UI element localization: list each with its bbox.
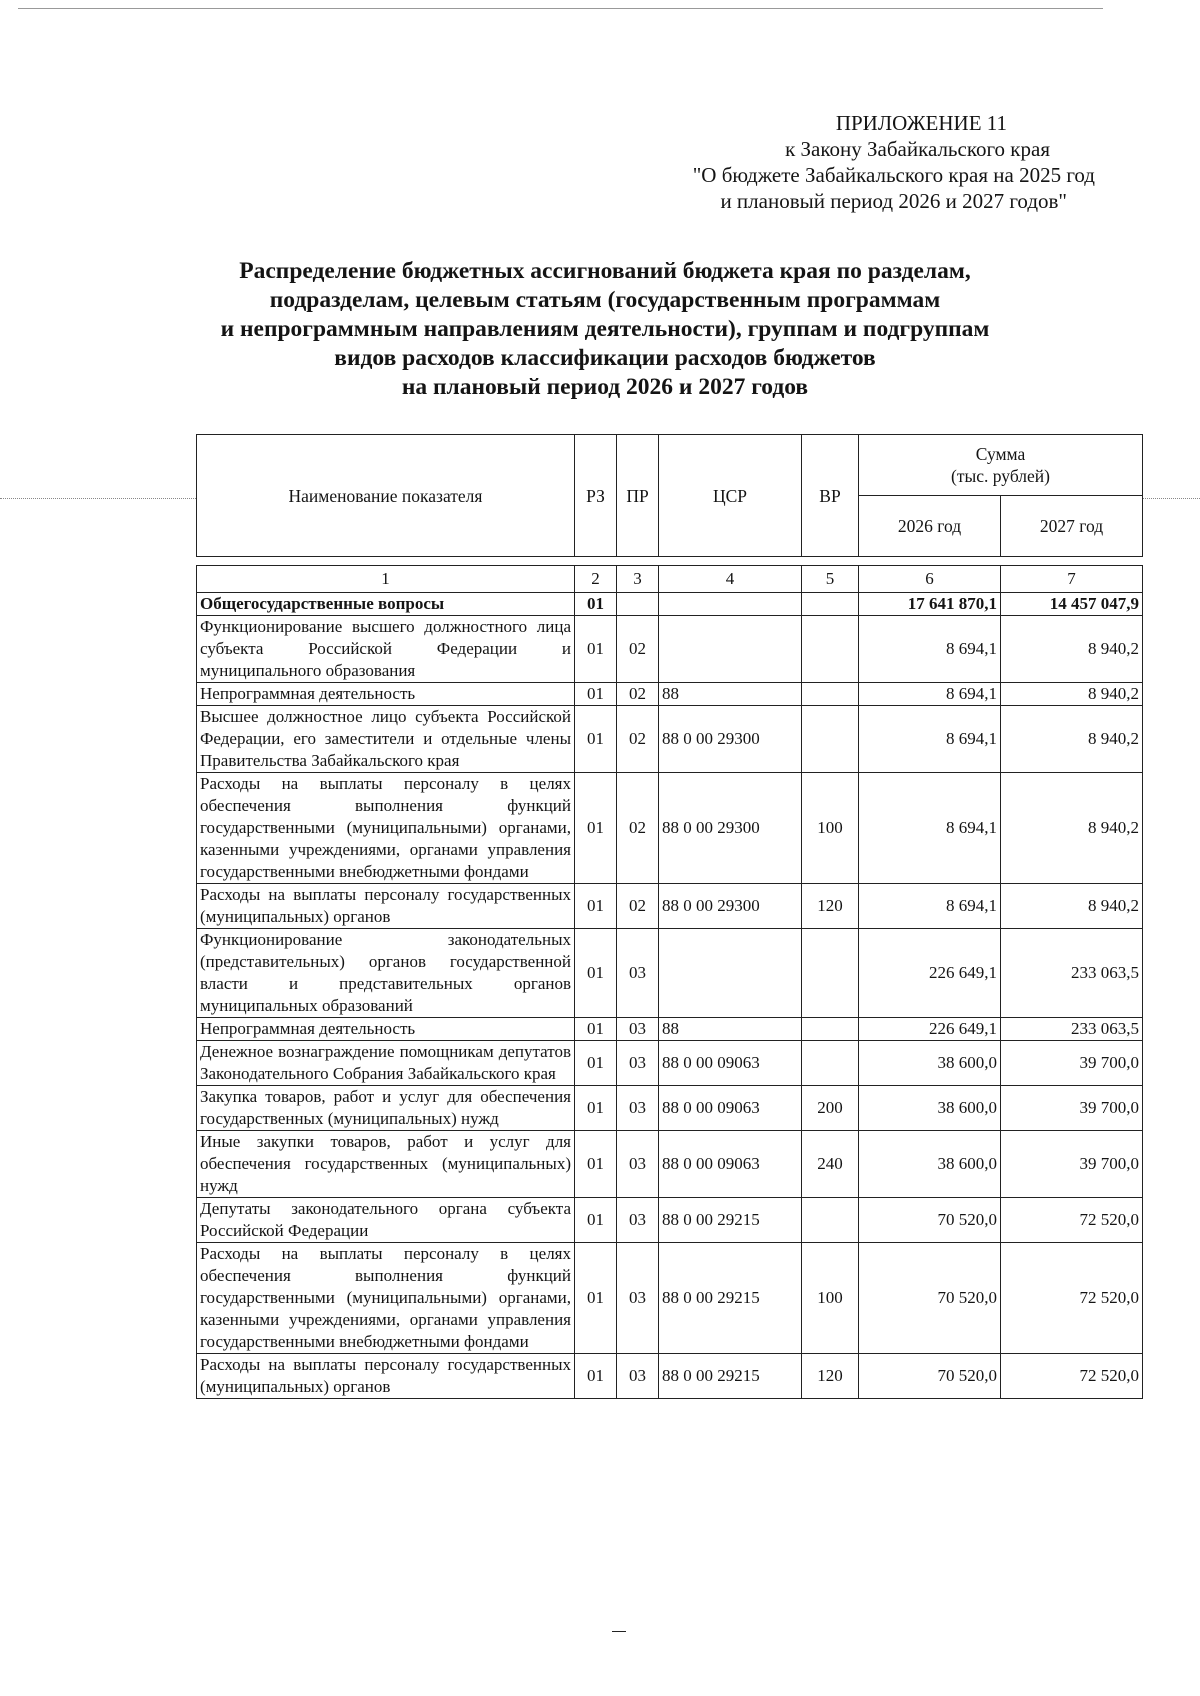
- row-vr: [802, 929, 859, 1018]
- row-amount-2026: 8 694,1: [859, 884, 1001, 929]
- column-index: 1: [197, 566, 575, 593]
- row-vr: 100: [802, 1243, 859, 1354]
- row-amount-2027: 8 940,2: [1001, 706, 1143, 773]
- row-amount-2027: 233 063,5: [1001, 929, 1143, 1018]
- header-pr: ПР: [617, 435, 659, 557]
- table-row: [197, 929, 1143, 1018]
- row-vr: 240: [802, 1131, 859, 1198]
- row-amount-2027: 72 520,0: [1001, 1243, 1143, 1354]
- row-pr: 03: [617, 1243, 659, 1354]
- column-index: 3: [617, 566, 659, 593]
- row-rz: 01: [575, 1131, 617, 1198]
- budget-table: [196, 434, 1143, 1399]
- row-vr: [802, 1018, 859, 1041]
- row-rz: 01: [575, 773, 617, 884]
- row-name: Высшее должностное лицо субъекта Российской Федерации, его заместители и отдельные члены Правительства Забайкальского края: [197, 706, 575, 773]
- row-name: Иные закупки товаров, работ и услуг для обеспечения государственных (муниципальных) нужд: [197, 1131, 575, 1198]
- page-border-top: [18, 8, 1103, 9]
- row-pr: 03: [617, 1041, 659, 1086]
- row-csr: [659, 929, 802, 1018]
- row-amount-2027: 8 940,2: [1001, 683, 1143, 706]
- row-amount-2026: 8 694,1: [859, 616, 1001, 683]
- table-row: [197, 1131, 1143, 1198]
- row-rz: 01: [575, 929, 617, 1018]
- row-rz: 01: [575, 706, 617, 773]
- table-row: [197, 1198, 1143, 1243]
- row-amount-2027: 233 063,5: [1001, 1018, 1143, 1041]
- header-csr: ЦСР: [659, 435, 802, 557]
- appendix-block: [693, 110, 1095, 214]
- row-name: Расходы на выплаты персоналу государственных (муниципальных) органов: [197, 1354, 575, 1399]
- title-line-3: и непрограммным направлениям деятельности), группам и подгруппам: [220, 316, 990, 342]
- table-row: [197, 593, 1143, 616]
- row-pr: [617, 593, 659, 616]
- row-rz: 01: [575, 1041, 617, 1086]
- row-name: Функционирование высшего должностного лица субъекта Российской Федерации и муниципального образования: [197, 616, 575, 683]
- row-name: Непрограммная деятельность: [197, 683, 575, 706]
- row-amount-2027: 8 940,2: [1001, 616, 1143, 683]
- row-name: Расходы на выплаты персоналу государственных (муниципальных) органов: [197, 884, 575, 929]
- row-amount-2027: 39 700,0: [1001, 1041, 1143, 1086]
- appendix-line-2: "О бюджете Забайкальского края на 2025 год: [692, 163, 1095, 187]
- row-amount-2026: 38 600,0: [859, 1131, 1001, 1198]
- row-rz: 01: [575, 683, 617, 706]
- row-rz: 01: [575, 1086, 617, 1131]
- row-rz: 01: [575, 593, 617, 616]
- row-name: Денежное вознаграждение помощникам депутатов Законодательного Собрания Забайкальского края: [197, 1041, 575, 1086]
- column-index-row: [197, 566, 1143, 593]
- row-name: Расходы на выплаты персоналу в целях обеспечения выполнения функций государственными (муниципальными) органами, казенными учреждениями, органами управления государственными внебюджетными фондами: [197, 1243, 575, 1354]
- row-amount-2026: 8 694,1: [859, 773, 1001, 884]
- row-amount-2027: 8 940,2: [1001, 884, 1143, 929]
- header-sum-unit: (тыс. рублей): [951, 466, 1050, 486]
- table-row: [197, 616, 1143, 683]
- header-sum: [859, 435, 1143, 496]
- row-name: Общегосударственные вопросы: [197, 593, 575, 616]
- row-csr: 88 0 00 29300: [659, 773, 802, 884]
- row-csr: 88 0 00 09063: [659, 1041, 802, 1086]
- row-amount-2027: 72 520,0: [1001, 1354, 1143, 1399]
- row-csr: [659, 593, 802, 616]
- table-row: [197, 1086, 1143, 1131]
- appendix-line-1: к Закону Забайкальского края: [785, 137, 1050, 161]
- row-pr: 02: [617, 683, 659, 706]
- row-pr: 02: [617, 616, 659, 683]
- header-vr: ВР: [802, 435, 859, 557]
- row-csr: 88 0 00 29215: [659, 1354, 802, 1399]
- column-index: 2: [575, 566, 617, 593]
- row-amount-2026: 70 520,0: [859, 1354, 1001, 1399]
- header-year-2026: 2026 год: [859, 496, 1001, 557]
- header-sum-label: Сумма: [975, 444, 1026, 464]
- row-csr: 88 0 00 29300: [659, 884, 802, 929]
- appendix-line-3: и плановый период 2026 и 2027 годов": [720, 189, 1067, 213]
- row-vr: [802, 1041, 859, 1086]
- table-header-row: [197, 435, 1143, 496]
- table-row: [197, 773, 1143, 884]
- row-amount-2026: 8 694,1: [859, 683, 1001, 706]
- header-name: Наименование показателя: [197, 435, 575, 557]
- row-csr: 88: [659, 683, 802, 706]
- table-row: [197, 1018, 1143, 1041]
- row-csr: [659, 616, 802, 683]
- row-rz: 01: [575, 1018, 617, 1041]
- row-vr: [802, 706, 859, 773]
- margin-rule-right: [1142, 498, 1200, 499]
- row-amount-2026: 226 649,1: [859, 929, 1001, 1018]
- document-title: [200, 257, 1010, 402]
- row-name: Депутаты законодательного органа субъекта Российской Федерации: [197, 1198, 575, 1243]
- row-pr: 03: [617, 1018, 659, 1041]
- row-amount-2027: 39 700,0: [1001, 1131, 1143, 1198]
- table-row: [197, 884, 1143, 929]
- row-amount-2026: 226 649,1: [859, 1018, 1001, 1041]
- table-row: [197, 1041, 1143, 1086]
- table-row: [197, 683, 1143, 706]
- row-pr: 02: [617, 773, 659, 884]
- row-vr: 200: [802, 1086, 859, 1131]
- row-amount-2027: 14 457 047,9: [1001, 593, 1143, 616]
- row-name: Функционирование законодательных (представительных) органов государственной власти и представительных органов муниципальных образований: [197, 929, 575, 1018]
- header-rz: РЗ: [575, 435, 617, 557]
- table-row: [197, 1354, 1143, 1399]
- row-amount-2026: 17 641 870,1: [859, 593, 1001, 616]
- row-csr: 88 0 00 29215: [659, 1243, 802, 1354]
- row-pr: 03: [617, 1086, 659, 1131]
- row-csr: 88 0 00 09063: [659, 1131, 802, 1198]
- row-vr: [802, 616, 859, 683]
- header-year-2027: 2027 год: [1001, 496, 1143, 557]
- row-amount-2027: 72 520,0: [1001, 1198, 1143, 1243]
- row-rz: 01: [575, 1243, 617, 1354]
- header-spacer: [197, 557, 1143, 566]
- row-amount-2027: 39 700,0: [1001, 1086, 1143, 1131]
- row-csr: 88: [659, 1018, 802, 1041]
- row-pr: 02: [617, 706, 659, 773]
- row-csr: 88 0 00 29215: [659, 1198, 802, 1243]
- row-csr: 88 0 00 29300: [659, 706, 802, 773]
- row-amount-2026: 38 600,0: [859, 1086, 1001, 1131]
- row-pr: 03: [617, 1131, 659, 1198]
- row-pr: 03: [617, 1354, 659, 1399]
- row-vr: [802, 593, 859, 616]
- appendix-heading: ПРИЛОЖЕНИЕ 11: [835, 111, 1007, 135]
- row-amount-2026: 70 520,0: [859, 1198, 1001, 1243]
- row-rz: 01: [575, 884, 617, 929]
- row-vr: 120: [802, 884, 859, 929]
- title-line-5: на плановый период 2026 и 2027 годов: [401, 374, 809, 400]
- column-index: 5: [802, 566, 859, 593]
- row-rz: 01: [575, 1354, 617, 1399]
- margin-rule-left: [0, 498, 196, 499]
- column-index: 7: [1001, 566, 1143, 593]
- row-name: Непрограммная деятельность: [197, 1018, 575, 1041]
- row-rz: 01: [575, 616, 617, 683]
- row-pr: 02: [617, 884, 659, 929]
- row-amount-2026: 38 600,0: [859, 1041, 1001, 1086]
- row-vr: 120: [802, 1354, 859, 1399]
- column-index: 4: [659, 566, 802, 593]
- row-rz: 01: [575, 1198, 617, 1243]
- title-line-2: подразделам, целевым статьям (государственным программам: [269, 287, 941, 313]
- row-pr: 03: [617, 1198, 659, 1243]
- row-vr: [802, 1198, 859, 1243]
- title-line-1: Распределение бюджетных ассигнований бюджета края по разделам,: [239, 258, 971, 284]
- row-vr: [802, 683, 859, 706]
- row-csr: 88 0 00 09063: [659, 1086, 802, 1131]
- page-dash: [612, 1631, 626, 1632]
- row-name: Закупка товаров, работ и услуг для обеспечения государственных (муниципальных) нужд: [197, 1086, 575, 1131]
- column-index: 6: [859, 566, 1001, 593]
- row-vr: 100: [802, 773, 859, 884]
- title-line-4: видов расходов классификации расходов бюджетов: [334, 345, 876, 371]
- table-row: [197, 706, 1143, 773]
- row-amount-2027: 8 940,2: [1001, 773, 1143, 884]
- row-name: Расходы на выплаты персоналу в целях обеспечения выполнения функций государственными (муниципальными) органами, казенными учреждениями, органами управления государственными внебюджетными фондами: [197, 773, 575, 884]
- row-amount-2026: 70 520,0: [859, 1243, 1001, 1354]
- row-pr: 03: [617, 929, 659, 1018]
- row-amount-2026: 8 694,1: [859, 706, 1001, 773]
- table-row: [197, 1243, 1143, 1354]
